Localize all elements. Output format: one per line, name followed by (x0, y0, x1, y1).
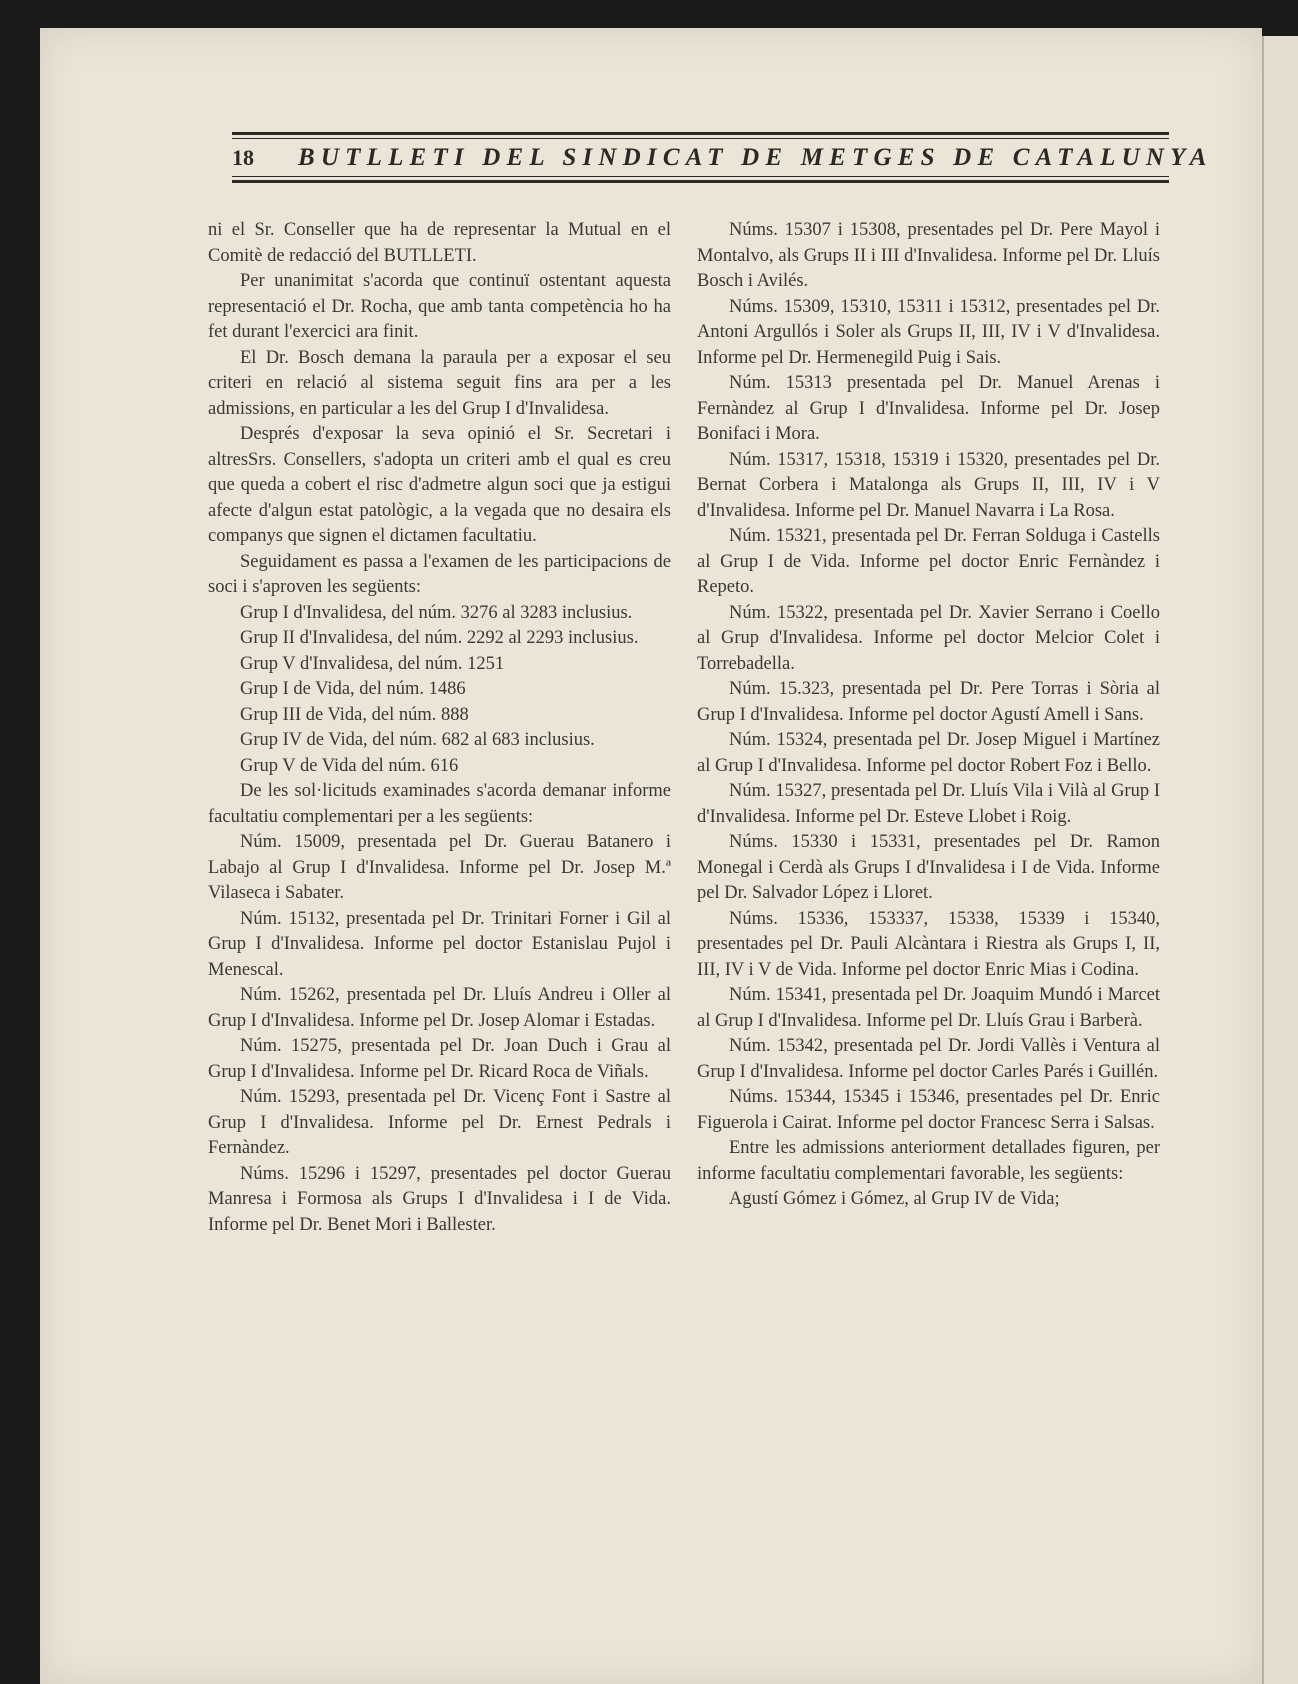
paragraph: Grup IV de Vida, del núm. 682 al 683 inclusius. (240, 730, 595, 750)
paragraph: Núms. 15344, 15345 i 15346, presentades pel Dr. Enric Figuerola i Cairat. Informe pel doctor Francesc Serra i Salsas. (697, 1087, 1160, 1133)
header-rule-top-thick (232, 132, 1169, 135)
paragraph: Núms. 15307 i 15308, presentades pel Dr. Pere Mayol i Montalvo, als Grups II i III d'Invalidesa. Informe pel Dr. Lluís Bosch i Avilés. (697, 220, 1160, 291)
paragraph: Núms. 15309, 15310, 15311 i 15312, presentades pel Dr. Antoni Argullós i Soler als Grups II, III, IV i V d'Invalidesa. Informe pel Dr. Hermenegild Puig i Sais. (697, 296, 1160, 368)
paragraph: Núm. 15342, presentada pel Dr. Jordi Vallès i Ventura al Grup I d'Invalidesa. Informe pel doctor Carles Parés i Guillén. (697, 1036, 1160, 1082)
paragraph: Núms. 15336, 153337, 15338, 15339 i 15340, presentades pel Dr. Pauli Alcàntara i Riestra als Grups I, II, III, IV i V de Vida. Informe pel doctor Enric Mias i Codina. (697, 908, 1160, 980)
paragraph: Seguidament es passa a l'examen de les participacions de soci i s'aproven les següents: (208, 551, 671, 597)
paragraph: Núms. 15296 i 15297, presentades pel doctor Guerau Manresa i Formosa als Grups I d'Invalidesa i I de Vida. Informe pel Dr. Benet Mori i Ballester. (208, 1163, 671, 1235)
paragraph: Grup I de Vida, del núm. 1486 (240, 679, 466, 699)
paragraph: Núm. 15327, presentada pel Dr. Lluís Vila i Vilà al Grup I d'Invalidesa. Informe pel Dr. Esteve Llobet i Roig. (697, 781, 1160, 827)
paragraph: Núm. 15275, presentada pel Dr. Joan Duch i Grau al Grup I d'Invalidesa. Informe pel Dr. Ricard Roca de Viñals. (208, 1036, 671, 1082)
running-header (232, 132, 1213, 186)
paragraph: Grup V d'Invalidesa, del núm. 1251 (240, 653, 505, 674)
paragraph: Per unanimitat s'acorda que continuï ostentant aquesta representació el Dr. Rocha, que amb tanta competència ho ha fet durant l'exercici ara finit. (208, 271, 671, 342)
paragraph: Núm. 15009, presentada pel Dr. Guerau Batanero i Labajo al Grup I d'Invalidesa. Informe pel Dr. Josep M.ª Vilaseca i Sabater. (208, 832, 671, 903)
paragraph: Núm. 15262, presentada pel Dr. Lluís Andreu i Oller al Grup I d'Invalidesa. Informe pel Dr. Josep Alomar i Estadas. (208, 985, 671, 1031)
paragraph: Núm. 15.323, presentada pel Dr. Pere Torras i Sòria al Grup I d'Invalidesa. Informe pel doctor Agustí Amell i Sans. (697, 679, 1160, 725)
paragraph: Grup II d'Invalidesa, del núm. 2292 al 2293 inclusius. (240, 628, 639, 648)
header-rule-top-thin (232, 138, 1169, 139)
paragraph: Núm. 15313 presentada pel Dr. Manuel Arenas i Fernàndez al Grup I d'Invalidesa. Informe pel Dr. Josep Bonifaci i Mora. (697, 373, 1160, 444)
paragraph: Núm. 15341, presentada pel Dr. Joaquim Mundó i Marcet al Grup I d'Invalidesa. Informe pel Dr. Lluís Grau i Barberà. (697, 985, 1160, 1031)
paragraph: ni el Sr. Conseller que ha de representar la Mutual en el Comitè de redacció del BUTLLETI. (208, 220, 671, 266)
paragraph: Grup I d'Invalidesa, del núm. 3276 al 3283 inclusius. (240, 602, 633, 623)
header-rule-bottom-thick (232, 180, 1169, 183)
paragraph: Núms. 15330 i 15331, presentades pel Dr. Ramon Monegal i Cerdà als Grups I d'Invalidesa i I de Vida. Informe pel Dr. Salvador López i Lloret. (697, 832, 1160, 903)
paragraph: Núm. 15324, presentada pel Dr. Josep Miguel i Martínez al Grup I d'Invalidesa. Informe pel doctor Robert Foz i Bello. (697, 730, 1160, 776)
right-column (697, 218, 1160, 1213)
paragraph: Grup III de Vida, del núm. 888 (240, 704, 469, 725)
paragraph: Núm. 15322, presentada pel Dr. Xavier Serrano i Coello al Grup d'Invalidesa. Informe pel doctor Melcior Colet i Torrebadella. (697, 602, 1160, 674)
paragraph: El Dr. Bosch demana la paraula per a exposar el seu criteri en relació al sistema seguit fins ara per a les admissions, en particular a les del Grup I d'Invalidesa. (208, 347, 671, 419)
adjacent-page-edge (1262, 36, 1298, 1684)
paragraph: Grup V de Vida del núm. 616 (240, 755, 459, 776)
paragraph: Agustí Gómez i Gómez, al Grup IV de Vida; (729, 1189, 1060, 1209)
paragraph: Núm. 15317, 15318, 15319 i 15320, presentades pel Dr. Bernat Corbera i Matalonga als Grups II, III, IV i V d'Invalidesa. Informe pel Dr. Manuel Navarra i La Rosa. (697, 449, 1160, 521)
paragraph: De les sol·licituds examinades s'acorda demanar informe facultatiu complementari per a les següents: (208, 781, 671, 827)
paragraph: Núm. 15293, presentada pel Dr. Vicenç Font i Sastre al Grup I d'Invalidesa. Informe pel Dr. Ernest Pedrals i Fernàndez. (208, 1087, 671, 1158)
paragraph: Núm. 15321, presentada pel Dr. Ferran Solduga i Castells al Grup I de Vida. Informe pel doctor Enric Fernàndez i Repeto. (697, 526, 1160, 597)
paragraph: Després d'exposar la seva opinió el Sr. Secretari i altresSrs. Consellers, s'adopta un criteri amb el qual es creu que queda a cobert el risc d'admetre algun soci que ja estigui afecte d'algun estat patològic, a la vegada que no desaira els companys que signen el dictamen facultatiu. (208, 424, 671, 546)
paragraph: Núm. 15132, presentada pel Dr. Trinitari Forner i Gil al Grup I d'Invalidesa. Informe pel doctor Estanislau Pujol i Menescal. (208, 908, 671, 980)
paragraph: Entre les admissions anteriorment detallades figuren, per informe facultatiu complementari favorable, les següents: (697, 1138, 1160, 1184)
header-rule-bottom-thin (232, 176, 1169, 177)
journal-title: BUTLLETI DEL SINDICAT DE METGES DE CATALUNYA (298, 144, 1213, 171)
left-column (208, 218, 671, 1238)
page-number: 18 (232, 145, 254, 170)
